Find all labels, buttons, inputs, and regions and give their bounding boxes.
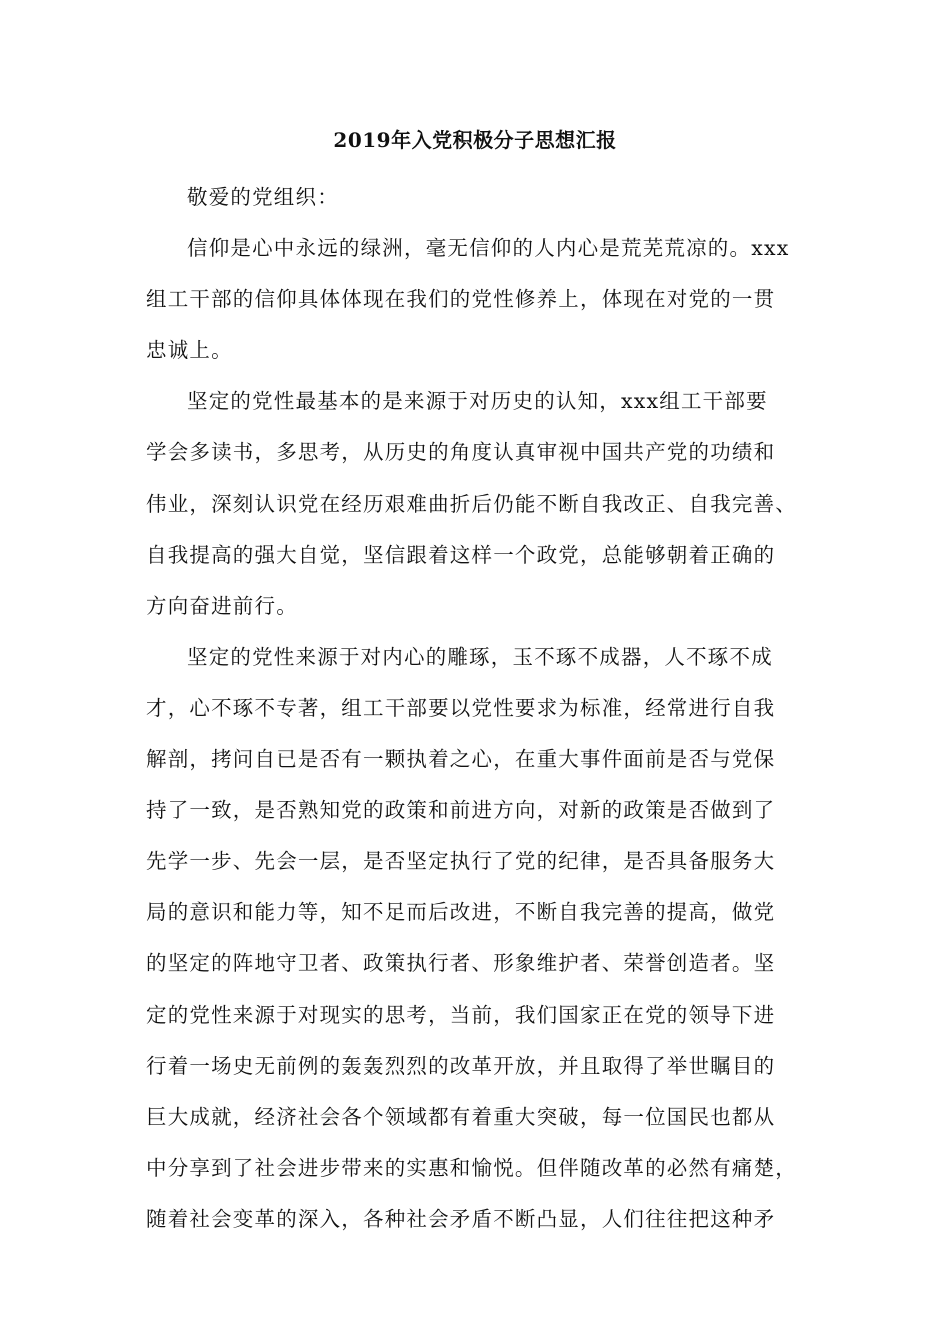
paragraph-3 <box>146 632 808 1245</box>
paragraph-line: 伟业，深刻认识党在经历艰难曲折后仍能不断自我改正、自我完善、 <box>146 491 797 516</box>
paragraph-line: 解剖，拷问自已是否有一颗执着之心，在重大事件面前是否与党保 <box>146 747 776 772</box>
paragraph-line: 的坚定的阵地守卫者、政策执行者、形象维护者、荣誉创造者。坚 <box>146 951 776 976</box>
paragraph-line: 自我提高的强大自觉，坚信跟着这样一个政党，总能够朝着正确的 <box>146 542 776 567</box>
paragraph-1 <box>146 223 808 376</box>
paragraph-line: 学会多读书，多思考，从历史的角度认真审视中国共产党的功绩和 <box>146 440 776 465</box>
paragraph-line: 随着社会变革的深入，各种社会矛盾不断凸显，人们往往把这种矛 <box>146 1206 776 1231</box>
paragraph-line: 巨大成就，经济社会各个领域都有着重大突破，每一位国民也都从 <box>146 1104 776 1129</box>
paragraph-line: 行着一场史无前例的轰轰烈烈的改革开放，并且取得了举世瞩目的 <box>146 1053 776 1078</box>
document-body <box>146 172 808 1245</box>
paragraph-line: 坚定的党性最基本的是来源于对历史的认知，xxx组工干部要 <box>187 389 768 414</box>
paragraph-line: 组工干部的信仰具体体现在我们的党性修养上，体现在对党的一贯 <box>146 287 776 312</box>
paragraph-line: 忠诚上。 <box>146 338 233 363</box>
paragraph-line: 先学一步、先会一层，是否坚定执行了党的纪律，是否具备服务大 <box>146 849 776 874</box>
document-title: 2019年入党积极分子思想汇报 <box>333 128 617 152</box>
paragraph-line: 方向奋进前行。 <box>146 593 298 618</box>
paragraph-2 <box>146 376 808 631</box>
paragraph-line: 信仰是心中永远的绿洲，毫无信仰的人内心是荒芜荒凉的。xxx <box>187 236 790 261</box>
salutation: 敬爱的党组织： <box>187 185 339 209</box>
paragraph-line: 中分享到了社会进步带来的实惠和愉悦。但伴随改革的必然有痛楚， <box>146 1155 797 1180</box>
paragraph-line: 才，心不琢不专著，组工干部要以党性要求为标准，经常进行自我 <box>146 695 776 720</box>
paragraph-line: 局的意识和能力等，知不足而后改进，不断自我完善的提高，做党 <box>146 900 776 925</box>
paragraph-line: 持了一致，是否熟知党的政策和前进方向，对新的政策是否做到了 <box>146 798 776 823</box>
paragraph-line: 定的党性来源于对现实的思考，当前，我们国家正在党的领导下进 <box>146 1002 776 1027</box>
paragraph-line: 坚定的党性来源于对内心的雕琢，玉不琢不成器，人不琢不成 <box>187 644 773 669</box>
